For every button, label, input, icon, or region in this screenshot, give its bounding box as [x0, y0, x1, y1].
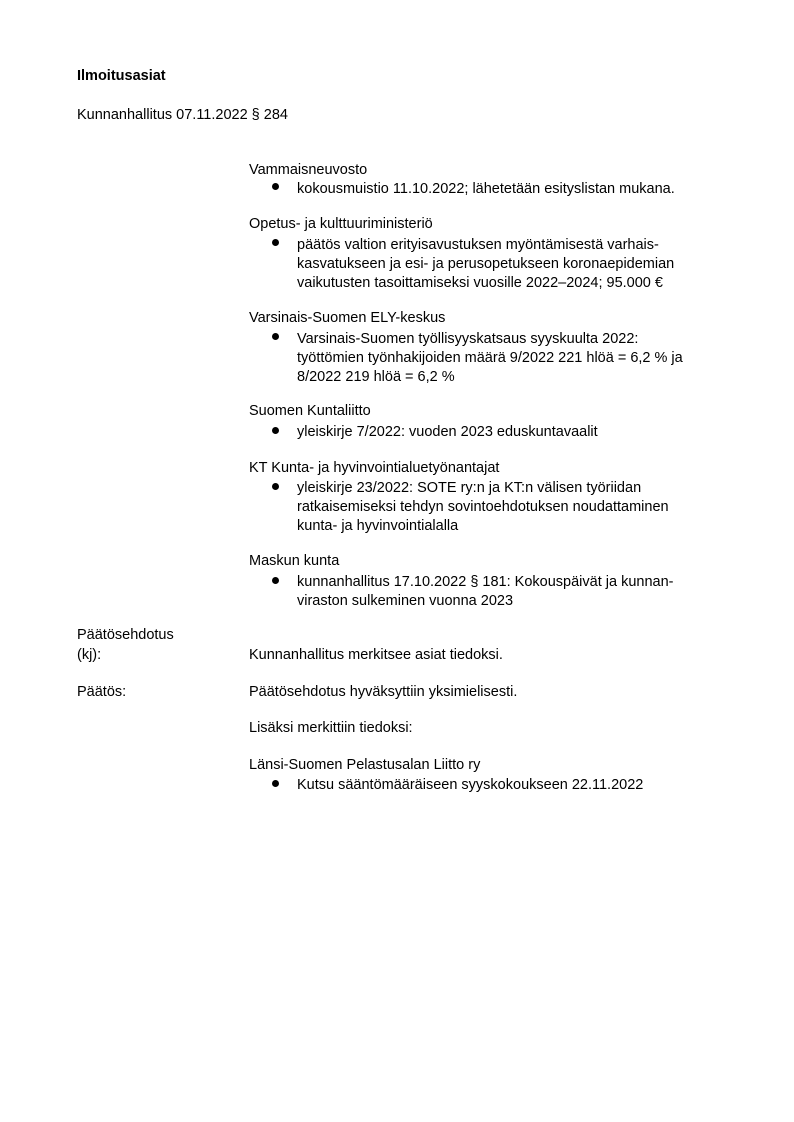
decision-text: Päätösehdotus hyväksyttiin yksimielisesti.	[249, 684, 518, 700]
proposal-label: Päätösehdotus	[77, 627, 174, 643]
section-heading: KT Kunta- ja hyvinvointialuetyönantajat	[249, 460, 500, 476]
list-item-text: kunta- ja hyvinvointialalla	[297, 518, 459, 534]
bullet-icon	[272, 239, 279, 246]
bullet-icon	[272, 427, 279, 434]
list-item-text: Varsinais-Suomen työllisyyskatsaus syyskuulta 2022:	[297, 331, 639, 347]
list-item-text: yleiskirje 23/2022: SOTE ry:n ja KT:n välisen työriidan	[297, 480, 642, 496]
additional-notice-label: Lisäksi merkittiin tiedoksi:	[249, 720, 413, 736]
list-item-text: Kutsu sääntömääräiseen syyskokoukseen 22.11.2022	[297, 777, 644, 793]
proposal-text: Kunnanhallitus merkitsee asiat tiedoksi.	[249, 647, 503, 663]
bullet-icon	[272, 577, 279, 584]
section-heading: Länsi-Suomen Pelastusalan Liitto ry	[249, 757, 481, 773]
meeting-reference: Kunnanhallitus 07.11.2022 § 284	[77, 107, 288, 123]
bullet-icon	[272, 183, 279, 190]
section-heading: Opetus- ja kulttuuriministeriö	[249, 216, 433, 232]
bullet-icon	[272, 333, 279, 340]
bullet-icon	[272, 780, 279, 787]
section-heading: Varsinais-Suomen ELY-keskus	[249, 310, 446, 326]
document-title: Ilmoitusasiat	[77, 68, 166, 84]
list-item-text: viraston sulkeminen vuonna 2023	[297, 593, 514, 609]
list-item-text: ratkaisemiseksi tehdyn sovintoehdotuksen noudattaminen	[297, 499, 669, 515]
list-item-text: työttömien työnhakijoiden määrä 9/2022 221 hlöä = 6,2 % ja	[297, 350, 683, 366]
list-item-text: kunnanhallitus 17.10.2022 § 181: Kokouspäivät ja kunnan-	[297, 574, 674, 590]
list-item-text: kokousmuistio 11.10.2022; lähetetään esityslistan mukana.	[297, 181, 675, 197]
list-item-text: kasvatukseen ja esi- ja perusopetukseen koronaepidemian	[297, 256, 675, 272]
list-item-text: yleiskirje 7/2022: vuoden 2023 eduskuntavaalit	[297, 424, 598, 440]
bullet-icon	[272, 483, 279, 490]
list-item-text: päätös valtion erityisavustuksen myöntämisestä varhais-	[297, 237, 659, 253]
list-item-text: 8/2022 219 hlöä = 6,2 %	[297, 369, 455, 385]
list-item-text: vaikutusten tasoittamiseksi vuosille 2022–2024; 95.000 €	[297, 275, 663, 291]
decision-label: Päätös:	[77, 684, 127, 700]
proposal-label-suffix: (kj):	[77, 647, 102, 663]
section-heading: Vammaisneuvosto	[249, 162, 368, 178]
section-heading: Suomen Kuntaliitto	[249, 403, 371, 419]
section-heading: Maskun kunta	[249, 553, 340, 569]
